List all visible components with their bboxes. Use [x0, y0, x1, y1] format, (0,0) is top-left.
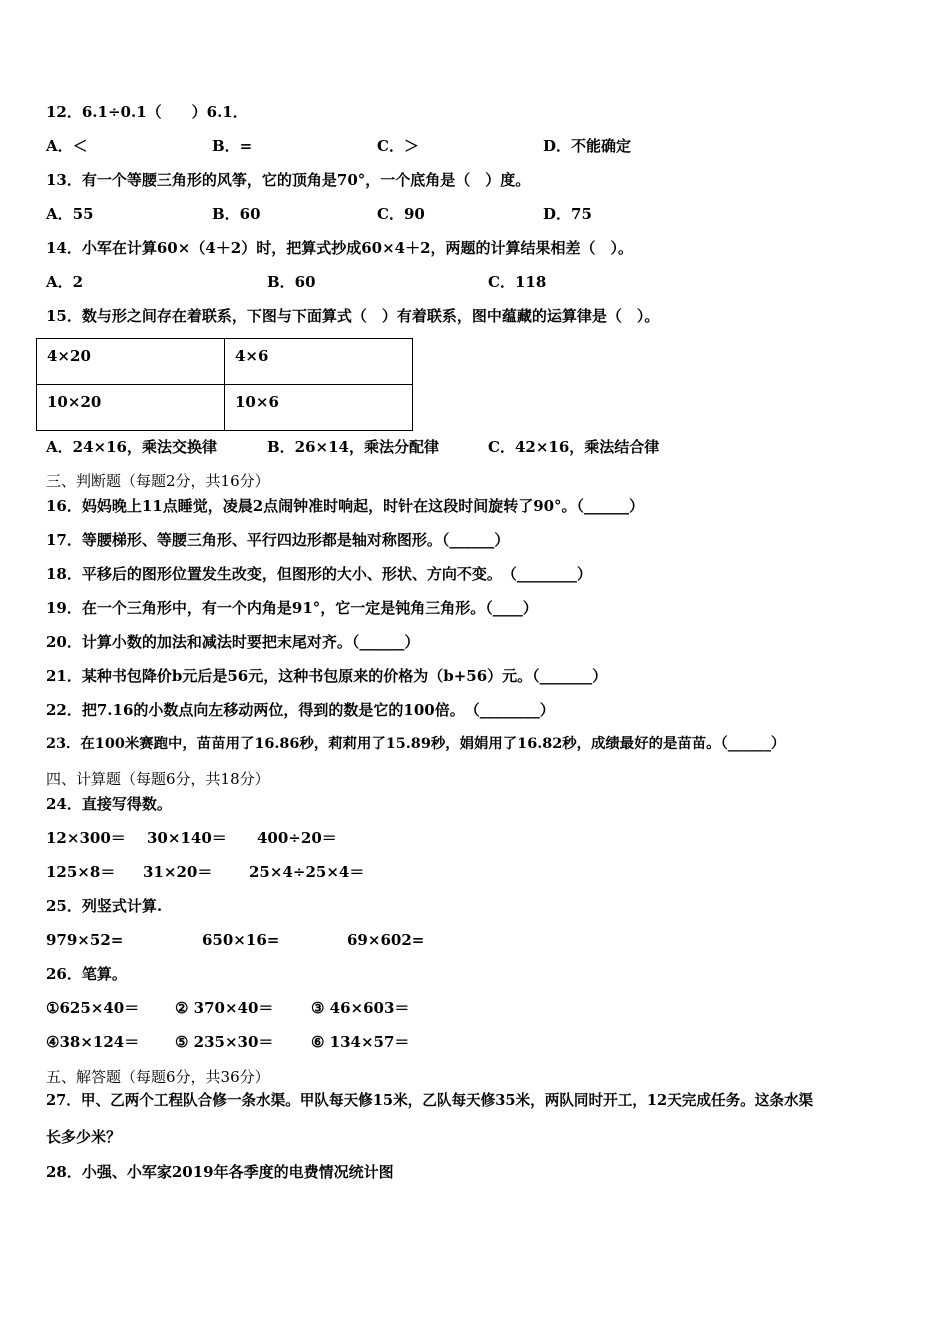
q26-item: ③ 46×603＝: [311, 999, 410, 1017]
q12-option-a: A．＜: [46, 137, 88, 155]
q24-stem: 24．直接写得数。: [46, 795, 172, 813]
q14-option-b: B．60: [267, 273, 316, 291]
q13-option-b: B．60: [212, 205, 261, 223]
q12-option-b: B．=: [212, 137, 253, 155]
q25-item: 979×52=: [46, 931, 124, 949]
q12-option-d: D．不能确定: [543, 137, 632, 155]
section-5-heading: 五、解答题（每题6分，共36分）: [46, 1068, 270, 1086]
q21: 21．某种书包降价b元后是56元，这种书包原来的价格为（b+56）元。（_______）: [46, 667, 608, 685]
q28-stem: 28．小强、小军家2019年各季度的电费情况统计图: [46, 1163, 394, 1181]
q15-cell: 10×20: [37, 385, 225, 431]
q13-option-c: C．90: [377, 205, 425, 223]
q24-item: 400÷20＝: [257, 829, 337, 847]
q24-item: 30×140＝: [147, 829, 227, 847]
q14-option-c: C．118: [488, 273, 547, 291]
q15-cell: 4×6: [225, 339, 413, 385]
q25-item: 69×602=: [347, 931, 425, 949]
q20: 20．计算小数的加法和减法时要把末尾对齐。（______）: [46, 633, 420, 651]
q16: 16．妈妈晚上11点睡觉，凌晨2点闹钟准时响起，时针在这段时间旋转了90°。（______）: [46, 497, 645, 515]
q15-cell: 10×6: [225, 385, 413, 431]
q13-stem: 13．有一个等腰三角形的风筝，它的顶角是70°，一个底角是（ ）度。: [46, 171, 531, 189]
q13-option-d: D．75: [543, 205, 592, 223]
q22: 22．把7.16的小数点向左移动两位，得到的数是它的100倍。 （________）: [46, 701, 555, 719]
q14-option-a: A．2: [46, 273, 84, 291]
q26-item: ⑥ 134×57＝: [311, 1033, 410, 1051]
q24-item: 12×300＝: [46, 829, 126, 847]
q18: 18．平移后的图形位置发生改变，但图形的大小、形状、方向不变。 （________）: [46, 565, 592, 583]
q19: 19．在一个三角形中，有一个内角是91°，它一定是钝角三角形。（____）: [46, 599, 538, 617]
q27-line-1: 27．甲、乙两个工程队合修一条水渠。甲队每天修15米，乙队每天修35米，两队同时开工，12天完成任务。这条水渠: [46, 1092, 814, 1109]
q27-line-2: 长多少米？: [46, 1128, 122, 1146]
q12-stem: 12．6.1÷0.1（ ）6.1．: [46, 103, 248, 121]
q15-option-b: B．26×14，乘法分配律: [267, 438, 439, 456]
q15-option-c: C．42×16，乘法结合律: [488, 438, 660, 456]
q15-cell: 4×20: [37, 339, 225, 385]
q25-stem: 25．列竖式计算.: [46, 897, 163, 915]
q24-item: 25×4÷25×4＝: [249, 863, 365, 881]
q14-stem: 14．小军在计算60×（4＋2）时，把算式抄成60×4＋2，两题的计算结果相差（ ）。: [46, 239, 634, 257]
q26-stem: 26．笔算。: [46, 965, 127, 983]
q26-item: ② 370×40＝: [175, 999, 274, 1017]
q17: 17．等腰梯形、等腰三角形、平行四边形都是轴对称图形。（______）: [46, 531, 510, 549]
q15-grid: [36, 338, 413, 431]
q12-option-c: C．＞: [377, 137, 419, 155]
q15-stem: 15．数与形之间存在着联系，下图与下面算式（ ）有着联系，图中蕴藏的运算律是（ ）。: [46, 307, 660, 325]
q25-item: 650×16=: [202, 931, 280, 949]
q26-item: ①625×40＝: [46, 999, 140, 1017]
q26-item: ⑤ 235×30＝: [175, 1033, 274, 1051]
q13-option-a: A．55: [46, 205, 94, 223]
q15-option-a: A．24×16，乘法交换律: [46, 438, 217, 456]
q23: 23．在100米赛跑中，苗苗用了16.86秒，莉莉用了15.89秒，娟娟用了16.82秒，成绩最好的是苗苗。（______）: [46, 735, 786, 752]
q24-item: 31×20＝: [143, 863, 213, 881]
q26-item: ④38×124＝: [46, 1033, 140, 1051]
q24-item: 125×8＝: [46, 863, 116, 881]
section-3-heading: 三、判断题（每题2分，共16分）: [46, 472, 270, 490]
section-4-heading: 四、计算题（每题6分，共18分）: [46, 770, 270, 788]
